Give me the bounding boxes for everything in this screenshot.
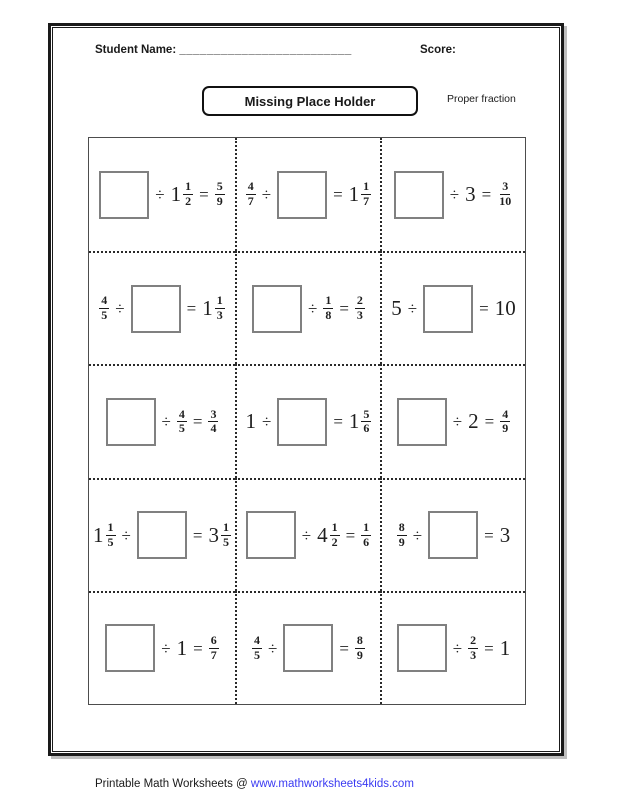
integer: 5 bbox=[391, 296, 402, 321]
answer-box[interactable] bbox=[397, 398, 447, 446]
divide-sign: ÷ bbox=[115, 299, 125, 319]
proper-fraction-label: Proper fraction bbox=[447, 93, 516, 105]
student-name-row bbox=[95, 44, 352, 56]
footer bbox=[95, 778, 414, 790]
fraction: $\frac{1}{7}$ bbox=[363, 179, 370, 209]
answer-box[interactable] bbox=[137, 511, 187, 559]
mixed-number: 1 $\frac{1}{2}$ bbox=[170, 179, 192, 209]
equals-sign: = bbox=[339, 638, 349, 658]
fraction: $\frac{3}{10}$ bbox=[499, 179, 512, 209]
worksheet-title-box bbox=[202, 86, 418, 116]
fraction: $\frac{4}{5}$ bbox=[101, 293, 108, 323]
answer-box[interactable] bbox=[105, 624, 155, 672]
fraction: $\frac{1}{6}$ bbox=[363, 519, 370, 549]
equals-sign: = bbox=[484, 638, 494, 658]
footer-text: Printable Math Worksheets @ bbox=[95, 778, 251, 790]
footer-link[interactable]: www.mathworksheets4kids.com bbox=[250, 778, 414, 790]
problem-cell bbox=[380, 251, 525, 364]
answer-box[interactable] bbox=[428, 511, 478, 559]
mixed-number: 1 $\frac{1}{3}$ bbox=[202, 293, 223, 323]
fraction: $\frac{3}{4}$ bbox=[210, 406, 217, 436]
equals-sign: = bbox=[484, 412, 495, 432]
divide-sign: ÷ bbox=[307, 299, 318, 319]
fraction: $\frac{1}{3}$ bbox=[216, 293, 223, 323]
divide-sign: ÷ bbox=[155, 185, 165, 205]
equals-sign: = bbox=[484, 525, 494, 545]
divide-sign: ÷ bbox=[261, 412, 272, 432]
fraction: $\frac{1}{2}$ bbox=[331, 519, 338, 549]
fraction: $\frac{5}{6}$ bbox=[363, 406, 370, 436]
answer-box[interactable] bbox=[423, 285, 473, 333]
student-name-label: Student Name: bbox=[95, 44, 177, 56]
fraction: $\frac{6}{7}$ bbox=[210, 633, 217, 662]
problem-cell bbox=[235, 251, 380, 364]
answer-box[interactable] bbox=[246, 511, 296, 559]
integer: 2 bbox=[468, 409, 479, 434]
equals-sign: = bbox=[339, 299, 349, 319]
integer: 1 bbox=[176, 635, 188, 660]
answer-box[interactable] bbox=[252, 285, 302, 333]
fraction: $\frac{2}{3}$ bbox=[356, 293, 363, 323]
answer-box[interactable] bbox=[394, 171, 444, 219]
fraction: $\frac{1}{8}$ bbox=[325, 293, 332, 323]
problem-cell bbox=[235, 591, 380, 704]
answer-box[interactable] bbox=[277, 398, 327, 446]
problem-cell bbox=[89, 138, 235, 251]
answer-box[interactable] bbox=[283, 624, 333, 672]
answer-box[interactable] bbox=[106, 398, 156, 446]
problem-cell bbox=[380, 364, 525, 477]
student-name-line[interactable]: _________________________ bbox=[179, 44, 352, 56]
fraction: $\frac{4}{9}$ bbox=[502, 406, 509, 436]
fraction: $\frac{1}{5}$ bbox=[222, 519, 229, 549]
answer-box[interactable] bbox=[99, 171, 149, 219]
fraction: $\frac{8}{9}$ bbox=[356, 633, 363, 662]
fraction: $\frac{1}{5}$ bbox=[107, 519, 114, 549]
fraction: $\frac{4}{7}$ bbox=[247, 179, 254, 209]
mixed-number: 4 $\frac{1}{2}$ bbox=[317, 519, 338, 549]
answer-box[interactable] bbox=[277, 171, 327, 219]
problem-cell bbox=[89, 478, 235, 591]
fraction: $\frac{4}{5}$ bbox=[178, 406, 185, 436]
problem-cell bbox=[235, 478, 380, 591]
problem-cell bbox=[380, 591, 525, 704]
divide-sign: ÷ bbox=[452, 638, 463, 658]
integer: 3 bbox=[465, 182, 476, 207]
integer: 3 bbox=[499, 522, 511, 547]
problem-cell bbox=[89, 251, 235, 364]
answer-box[interactable] bbox=[397, 624, 447, 672]
equals-sign: = bbox=[333, 412, 343, 432]
problem-cell bbox=[380, 478, 525, 591]
divide-sign: ÷ bbox=[301, 525, 312, 545]
divide-sign: ÷ bbox=[449, 185, 460, 205]
integer: 10 bbox=[494, 296, 516, 321]
fraction: $\frac{1}{2}$ bbox=[185, 179, 192, 209]
worksheet-title: Missing Place Holder bbox=[244, 93, 376, 109]
fraction: $\frac{2}{3}$ bbox=[470, 633, 477, 662]
divide-sign: ÷ bbox=[261, 185, 272, 205]
problem-cell bbox=[235, 138, 380, 251]
equals-sign: = bbox=[481, 185, 492, 205]
equals-sign: = bbox=[199, 185, 209, 205]
equals-sign: = bbox=[192, 412, 203, 432]
score-label: Score: bbox=[420, 44, 456, 56]
problem-cell bbox=[89, 364, 235, 477]
problem-cell bbox=[89, 591, 235, 704]
equals-sign: = bbox=[345, 525, 356, 545]
equals-sign: = bbox=[192, 525, 203, 545]
problems-grid bbox=[88, 137, 526, 705]
problem-cell bbox=[380, 138, 525, 251]
equals-sign: = bbox=[333, 185, 343, 205]
divide-sign: ÷ bbox=[407, 299, 418, 319]
fraction: $\frac{5}{9}$ bbox=[216, 179, 223, 209]
fraction: $\frac{4}{5}$ bbox=[253, 633, 260, 662]
divide-sign: ÷ bbox=[452, 412, 463, 432]
mixed-number: 1 $\frac{1}{5}$ bbox=[93, 519, 114, 549]
equals-sign: = bbox=[186, 299, 197, 319]
integer: 1 bbox=[499, 635, 511, 660]
divide-sign: ÷ bbox=[161, 412, 171, 432]
mixed-number: 1 $\frac{1}{7}$ bbox=[348, 179, 370, 209]
mixed-number: 3 $\frac{1}{5}$ bbox=[208, 519, 229, 549]
fraction: $\frac{8}{9}$ bbox=[398, 519, 405, 549]
divide-sign: ÷ bbox=[267, 638, 278, 658]
divide-sign: ÷ bbox=[121, 525, 131, 545]
mixed-number: 1 $\frac{5}{6}$ bbox=[348, 406, 370, 436]
divide-sign: ÷ bbox=[161, 638, 171, 658]
divide-sign: ÷ bbox=[412, 525, 423, 545]
integer: 1 bbox=[245, 409, 256, 434]
problem-cell bbox=[235, 364, 380, 477]
equals-sign: = bbox=[479, 299, 489, 319]
equals-sign: = bbox=[193, 638, 203, 658]
answer-box[interactable] bbox=[131, 285, 181, 333]
